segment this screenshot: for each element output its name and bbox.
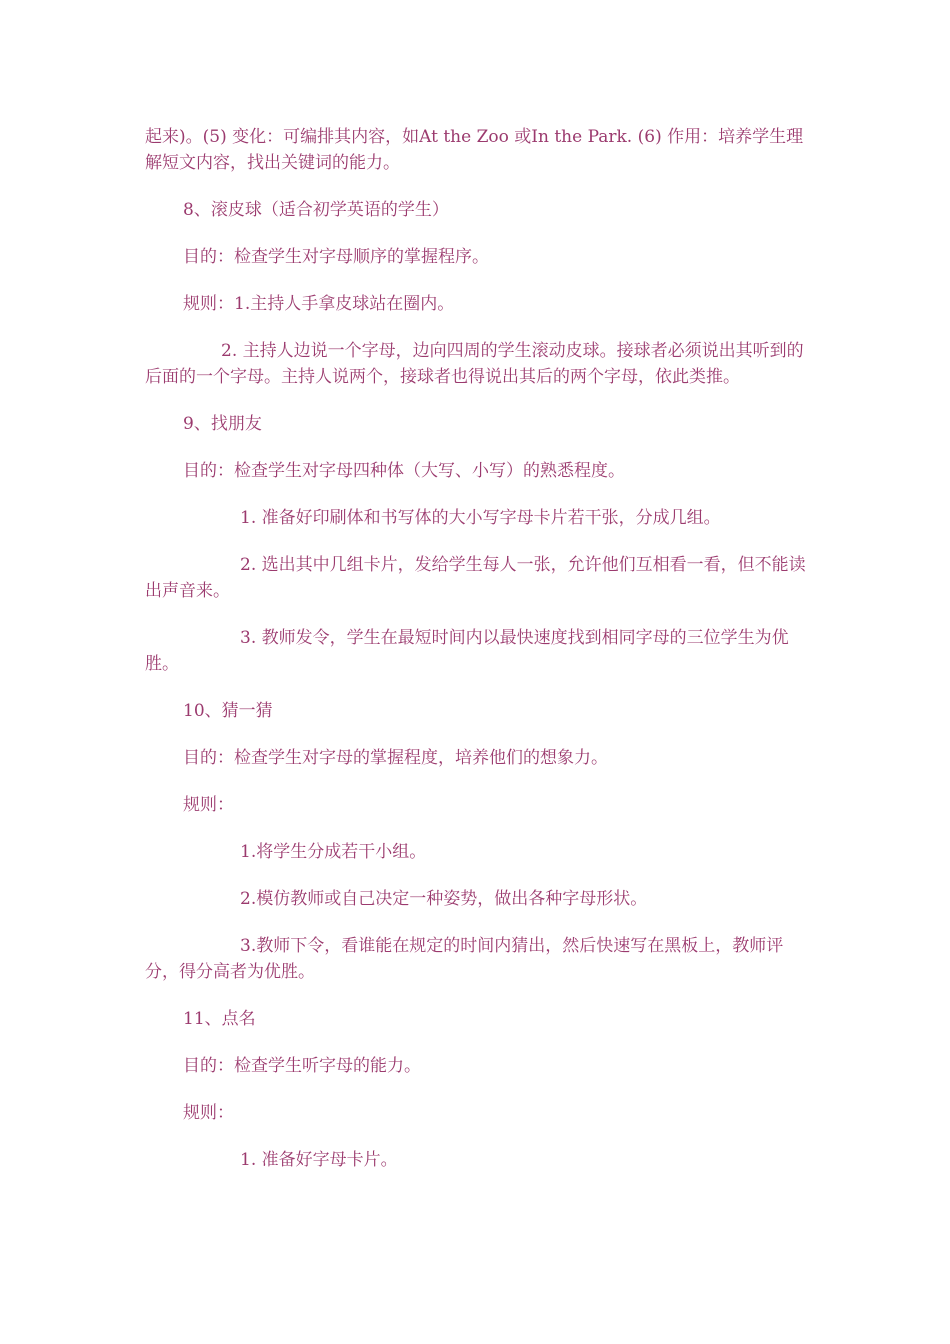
game11-purpose: 目的：检查学生听字母的能力。 xyxy=(183,1056,421,1076)
game9-step-2: 2. 选出其中几组卡片，发给学生每人一张，允许他们互相看一看，但不能读出声音来。 xyxy=(145,555,806,601)
heading-game9: 9、找朋友 xyxy=(183,414,262,434)
heading-game11: 11、点名 xyxy=(183,1009,256,1029)
game9-step-1: 1. 准备好印刷体和书写体的大小写字母卡片若干张，分成几组。 xyxy=(240,508,721,528)
game8-rule-2: 2. 主持人边说一个字母，边向四周的学生滚动皮球。接球者必须说出其听到的后面的一个字母。主持人说两个，接球者也得说出其后的两个字母，依此类推。 xyxy=(145,341,804,387)
game9-purpose: 目的：检查学生对字母四种体（大写、小写）的熟悉程度。 xyxy=(183,461,625,481)
game10-purpose: 目的：检查学生对字母的掌握程度，培养他们的想象力。 xyxy=(183,748,608,768)
game11-step-1: 1. 准备好字母卡片。 xyxy=(240,1150,398,1170)
game11-rules-label: 规则： xyxy=(183,1103,234,1123)
game9-step-3: 3. 教师发令，学生在最短时间内以最快速度找到相同字母的三位学生为优胜。 xyxy=(145,628,789,674)
heading-game10: 10、猜一猜 xyxy=(183,701,273,721)
game10-step-2: 2.模仿教师或自己决定一种姿势，做出各种字母形状。 xyxy=(240,889,648,909)
game10-step-1: 1.将学生分成若干小组。 xyxy=(240,842,427,862)
document-page xyxy=(145,124,810,1194)
heading-game8: 8、滚皮球（适合初学英语的学生） xyxy=(183,200,449,220)
game10-rules-label: 规则： xyxy=(183,795,234,815)
game10-step-3: 3.教师下令，看谁能在规定的时间内猜出，然后快速写在黑板上，教师评分，得分高者为优胜。 xyxy=(145,936,784,982)
paragraph-game7-continuation: 起来)。(5) 变化：可编排其内容，如At the Zoo 或In the Park. (6) 作用：培养学生理解短文内容，找出关键词的能力。 xyxy=(145,127,804,173)
game8-rule-1: 规则：1.主持人手拿皮球站在圈内。 xyxy=(183,294,455,314)
game8-purpose: 目的：检查学生对字母顺序的掌握程序。 xyxy=(183,247,489,267)
